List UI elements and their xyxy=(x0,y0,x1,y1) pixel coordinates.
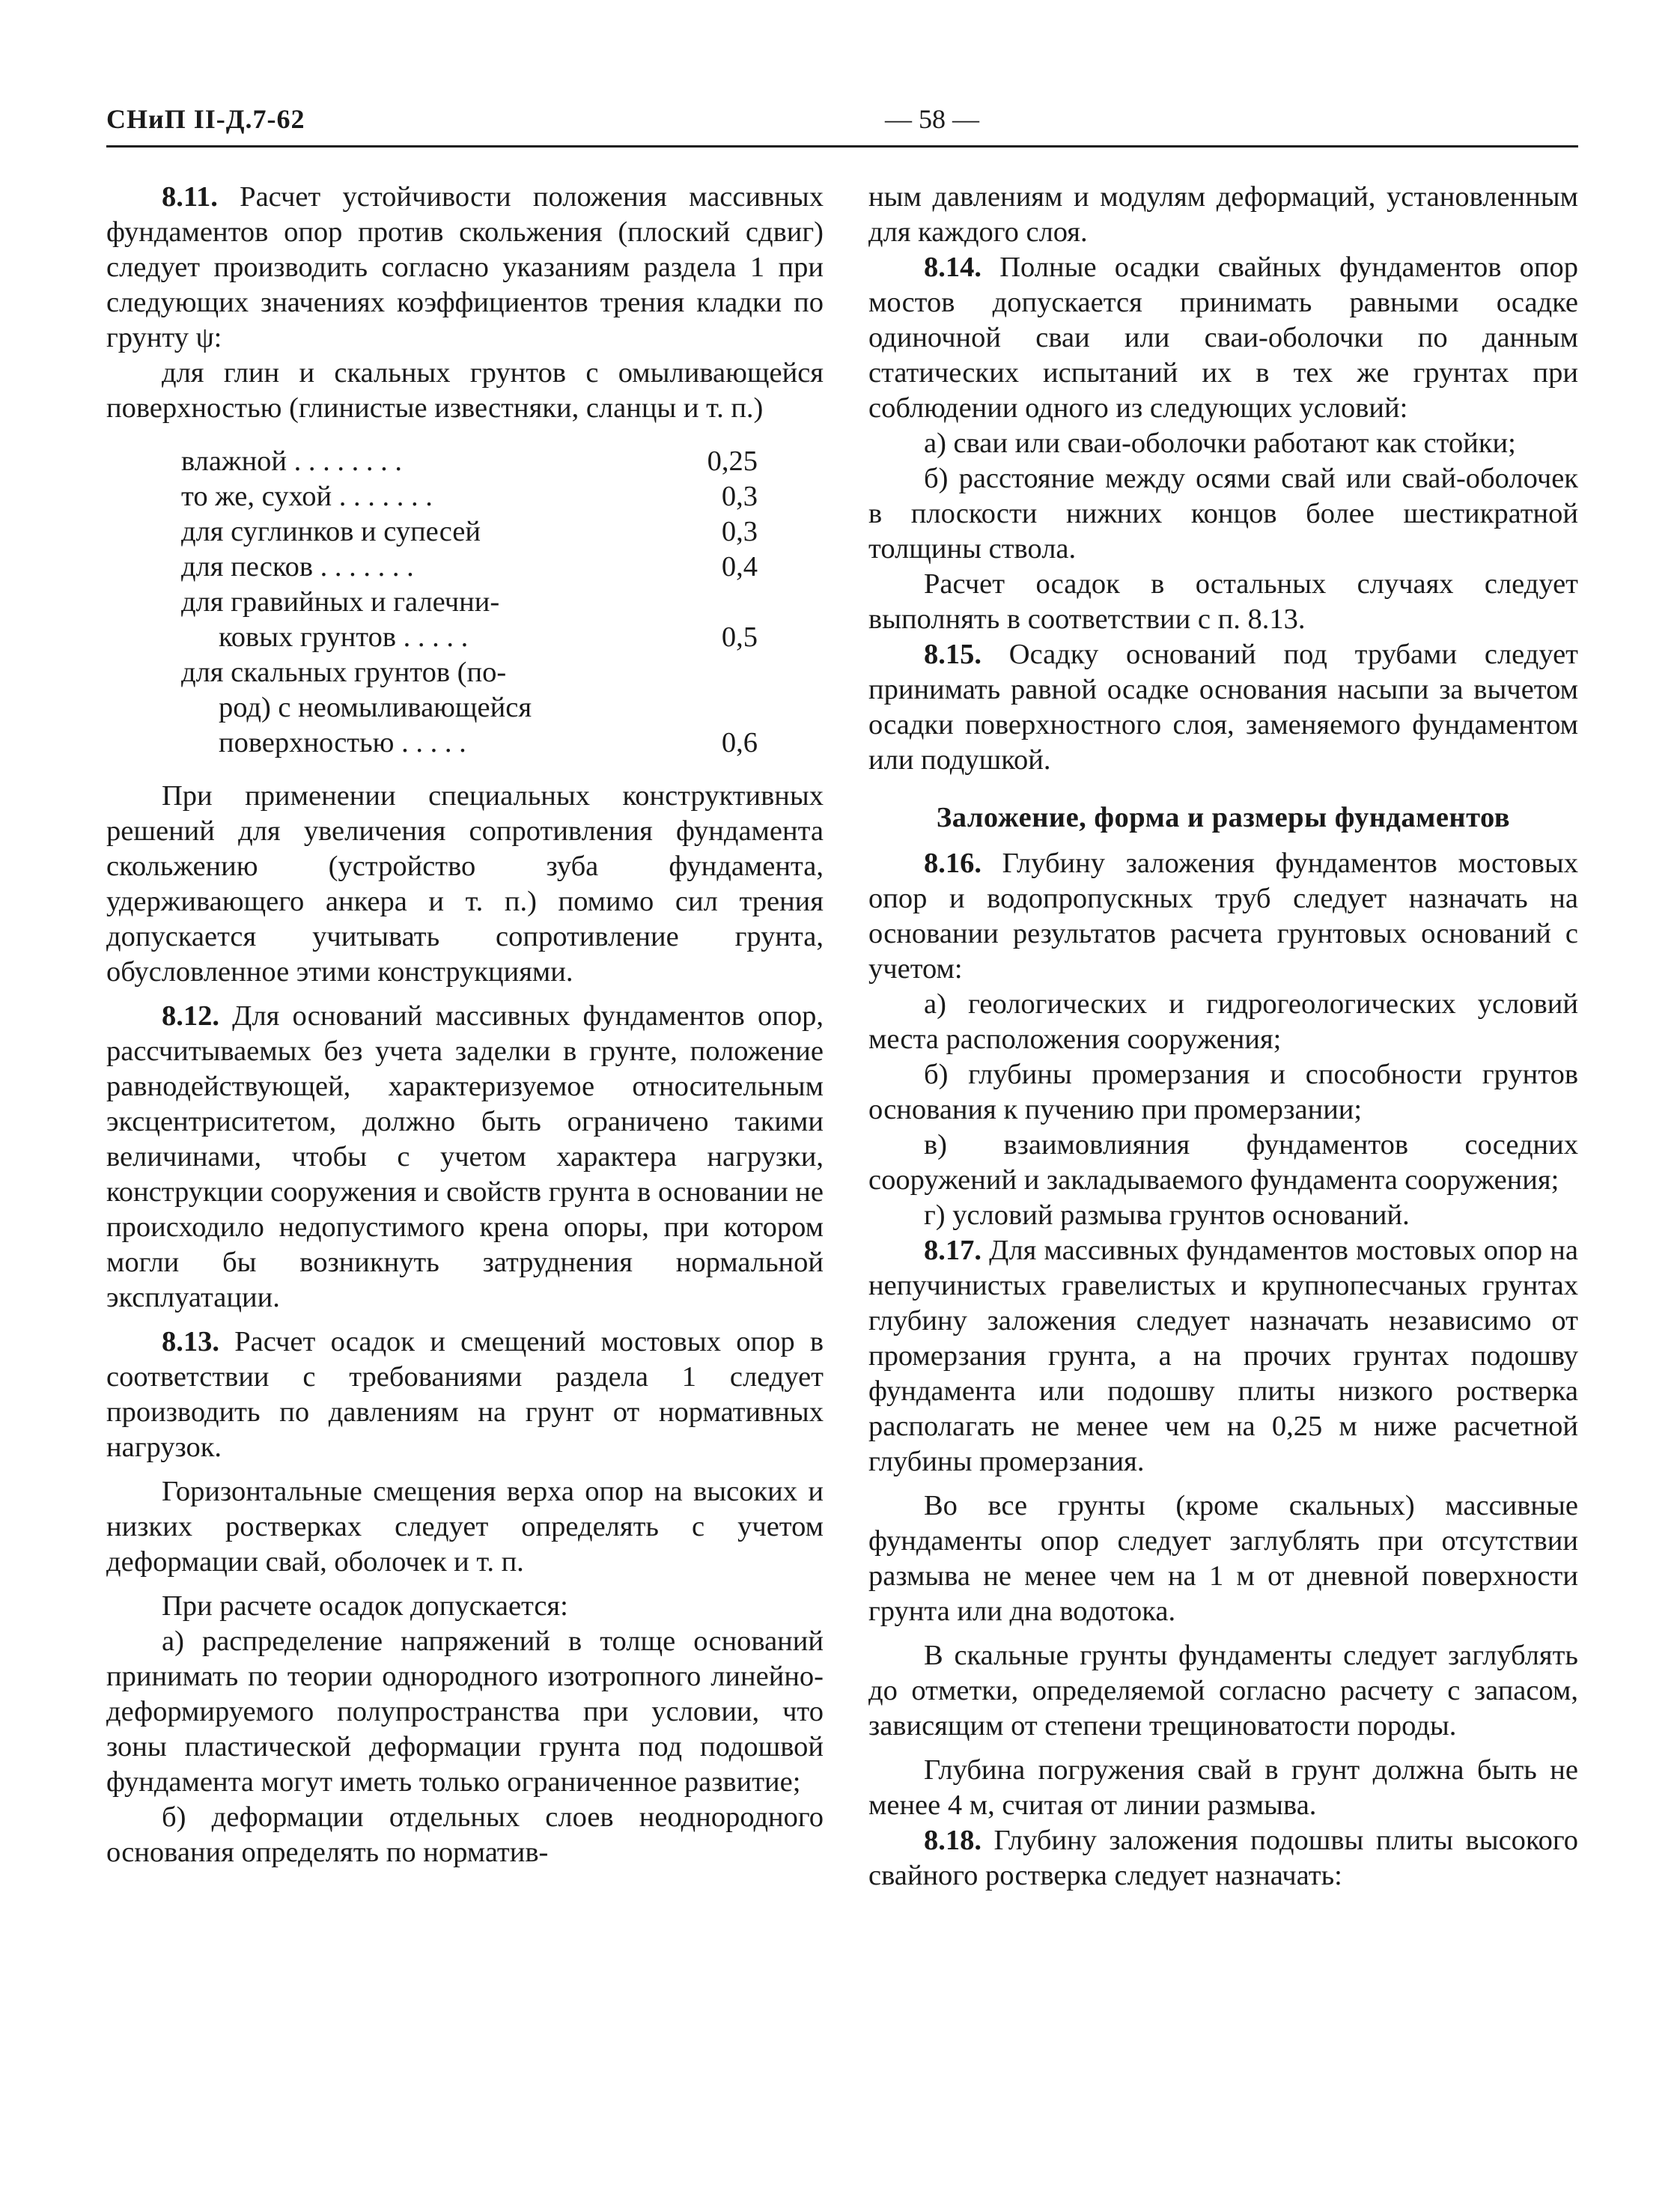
coef-row: поверхностью . . . . . 0,6 xyxy=(219,727,758,758)
right-column xyxy=(868,180,1578,1894)
paragraph-8-17-soils: Во все грунты (кроме скальных) массивные фундаменты опор следует заглублять при отсутствии размыва не менее чем на 1 м от дневной поверхности грунта или дна водотока. xyxy=(868,1490,1578,1627)
coef-row: влажной . . . . . . . . 0,25 xyxy=(181,445,758,477)
clause-number: 8.17. xyxy=(924,1235,981,1266)
paragraph-8-16-b: б) глубины промерзания и способности грунтов основания к пучению при промерзании; xyxy=(868,1059,1578,1125)
coef-row: то же, сухой . . . . . . . 0,3 xyxy=(181,481,758,512)
clause-number: 8.12. xyxy=(162,1000,219,1032)
paragraph-8-13: 8.13. Расчет осадок и смещений мостовых опор в соответствии с требованиями раздела 1 следует производить по давлениям на грунт от нормативных нагрузок. xyxy=(106,1326,824,1463)
friction-coefficient-list xyxy=(181,444,758,761)
paragraph-8-16: 8.16. Глубину заложения фундаментов мостовых опор и водопропускных труб следует назначать на основании результатов расчета грунтовых оснований с учетом: xyxy=(868,848,1578,985)
paragraph-8-13-b-continued: ным давлениям и модулям деформаций, установленным для каждого слоя. xyxy=(868,181,1578,248)
paragraph-8-13-b: б) деформации отдельных слоев неоднородного основания определять по норматив- xyxy=(106,1801,824,1868)
clause-number: 8.14. xyxy=(924,252,981,283)
coef-row: для суглинков и супесей 0,3 xyxy=(181,516,758,547)
coef-row: для гравийных и галечни- xyxy=(181,586,500,618)
paragraph-8-14-a: а) сваи или сваи-оболочки работают как стойки; xyxy=(924,428,1516,459)
clause-number: 8.18. xyxy=(924,1825,981,1856)
left-column xyxy=(106,180,824,1870)
paragraph-8-14-c: Расчет осадок в остальных случаях следует выполнять в соответствии с п. 8.13. xyxy=(868,568,1578,635)
paragraph-8-13-a: а) распределение напряжений в толще оснований принимать по теории однородного изотропного линейно-деформируемого полупространства при условии, что зоны пластической деформации грунта под подошвой фундамента могут иметь только ограниченное развитие; xyxy=(106,1625,824,1798)
paragraph-8-11: 8.11. Расчет устойчивости положения массивных фундаментов опор против скольжения (плоский сдвиг) следует производить согласно указаниям раздела 1 при следующих значениях коэффициентов трения кладки по грунту ψ: xyxy=(106,181,824,353)
paragraph-8-16-a: а) геологических и гидрогеологических условий места расположения сооружения; xyxy=(868,988,1578,1055)
paragraph-8-17-rock: В скальные грунты фундаменты следует заглублять до отметки, определяемой согласно расчету с запасом, зависящим от степени трещиноватости породы. xyxy=(868,1640,1578,1742)
paragraph-8-16-c: в) взаимовлияния фундаментов соседних сооружений и закладываемого фундамента сооружения; xyxy=(868,1129,1578,1196)
section-title: Заложение, форма и размеры фундаментов xyxy=(936,802,1511,833)
paragraph-8-11-special: При применении специальных конструктивных решений для увеличения сопротивления фундамента скольжению (устройство зуба фундамента, удерживающего анкера и т. п.) помимо сил трения допускается учитывать сопротивление грунта, обусловленное этими конструкциями. xyxy=(106,780,824,988)
paragraph-8-17-piles: Глубина погружения свай в грунт должна быть не менее 4 м, считая от линии размыва. xyxy=(868,1754,1578,1821)
paragraph-8-13-allowed: При расчете осадок допускается: xyxy=(162,1590,568,1622)
document-code: СНиП II-Д.7-62 xyxy=(106,104,305,134)
paragraph-8-17: 8.17. Для массивных фундаментов мостовых опор на непучинистых гравелистых и крупнопесчаных грунтах глубину заложения следует назначать независимо от промерзания грунта, а на прочих грунтах подошву фундамента или подошву плиты низкого ростверка располагать не менее чем на 0,25 м ниже расчетной глубины промерзания. xyxy=(868,1235,1578,1477)
page-header xyxy=(106,103,1578,150)
clause-number: 8.13. xyxy=(162,1326,219,1357)
coef-row: для скальных грунтов (по- xyxy=(181,657,507,688)
coef-row: род) с неомыливающейся xyxy=(219,692,532,723)
clause-number: 8.15. xyxy=(924,639,981,670)
paragraph-8-16-d: г) условий размыва грунтов оснований. xyxy=(924,1199,1410,1231)
header-rule xyxy=(106,145,1578,147)
paragraph-8-13-horizontal: Горизонтальные смещения верха опор на высоких и низких ростверках следует определять с учетом деформации свай, оболочек и т. п. xyxy=(106,1476,824,1578)
coef-row: для песков . . . . . . . 0,4 xyxy=(181,551,758,583)
paragraph-8-14-b: б) расстояние между осями свай или свай-оболочек в плоскости нижних концов более шестикратной толщины ствола. xyxy=(868,463,1578,565)
paragraph-8-12: 8.12. Для оснований массивных фундаментов опор, рассчитываемых без учета заделки в грунте, положение равнодействующей, характеризуемое относительным эксцентриситетом, должно быть ограничено такими величинами, чтобы с учетом характера нагрузки, конструкции сооружения и свойств грунта в основании не происходило недопустимого крена опоры, при котором могли бы возникнуть затруднения нормальной эксплуатации. xyxy=(106,1000,824,1313)
paragraph-8-18: 8.18. Глубину заложения подошвы плиты высокого свайного ростверка следует назначать: xyxy=(868,1825,1578,1891)
clause-number: 8.11. xyxy=(162,181,218,213)
clause-number: 8.16. xyxy=(924,848,981,879)
paragraph-8-11-clay: для глин и скальных грунтов с омыливающейся поверхностью (глинистые известняки, сланцы и т. п.) xyxy=(106,357,824,424)
paragraph-8-15: 8.15. Осадку оснований под трубами следует принимать равной осадке основания насыпи за вычетом осадки поверхностного слоя, заменяемого фундаментом или подушкой. xyxy=(868,639,1578,776)
paragraph-8-14: 8.14. Полные осадки свайных фундаментов опор мостов допускается принимать равными осадке одиночной сваи или сваи-оболочки по данным статических испытаний их в тех же грунтах при соблюдении одного из следующих условий: xyxy=(868,252,1578,424)
coef-row: ковых грунтов . . . . . 0,5 xyxy=(219,621,758,653)
page-number: — 58 — xyxy=(885,104,979,134)
